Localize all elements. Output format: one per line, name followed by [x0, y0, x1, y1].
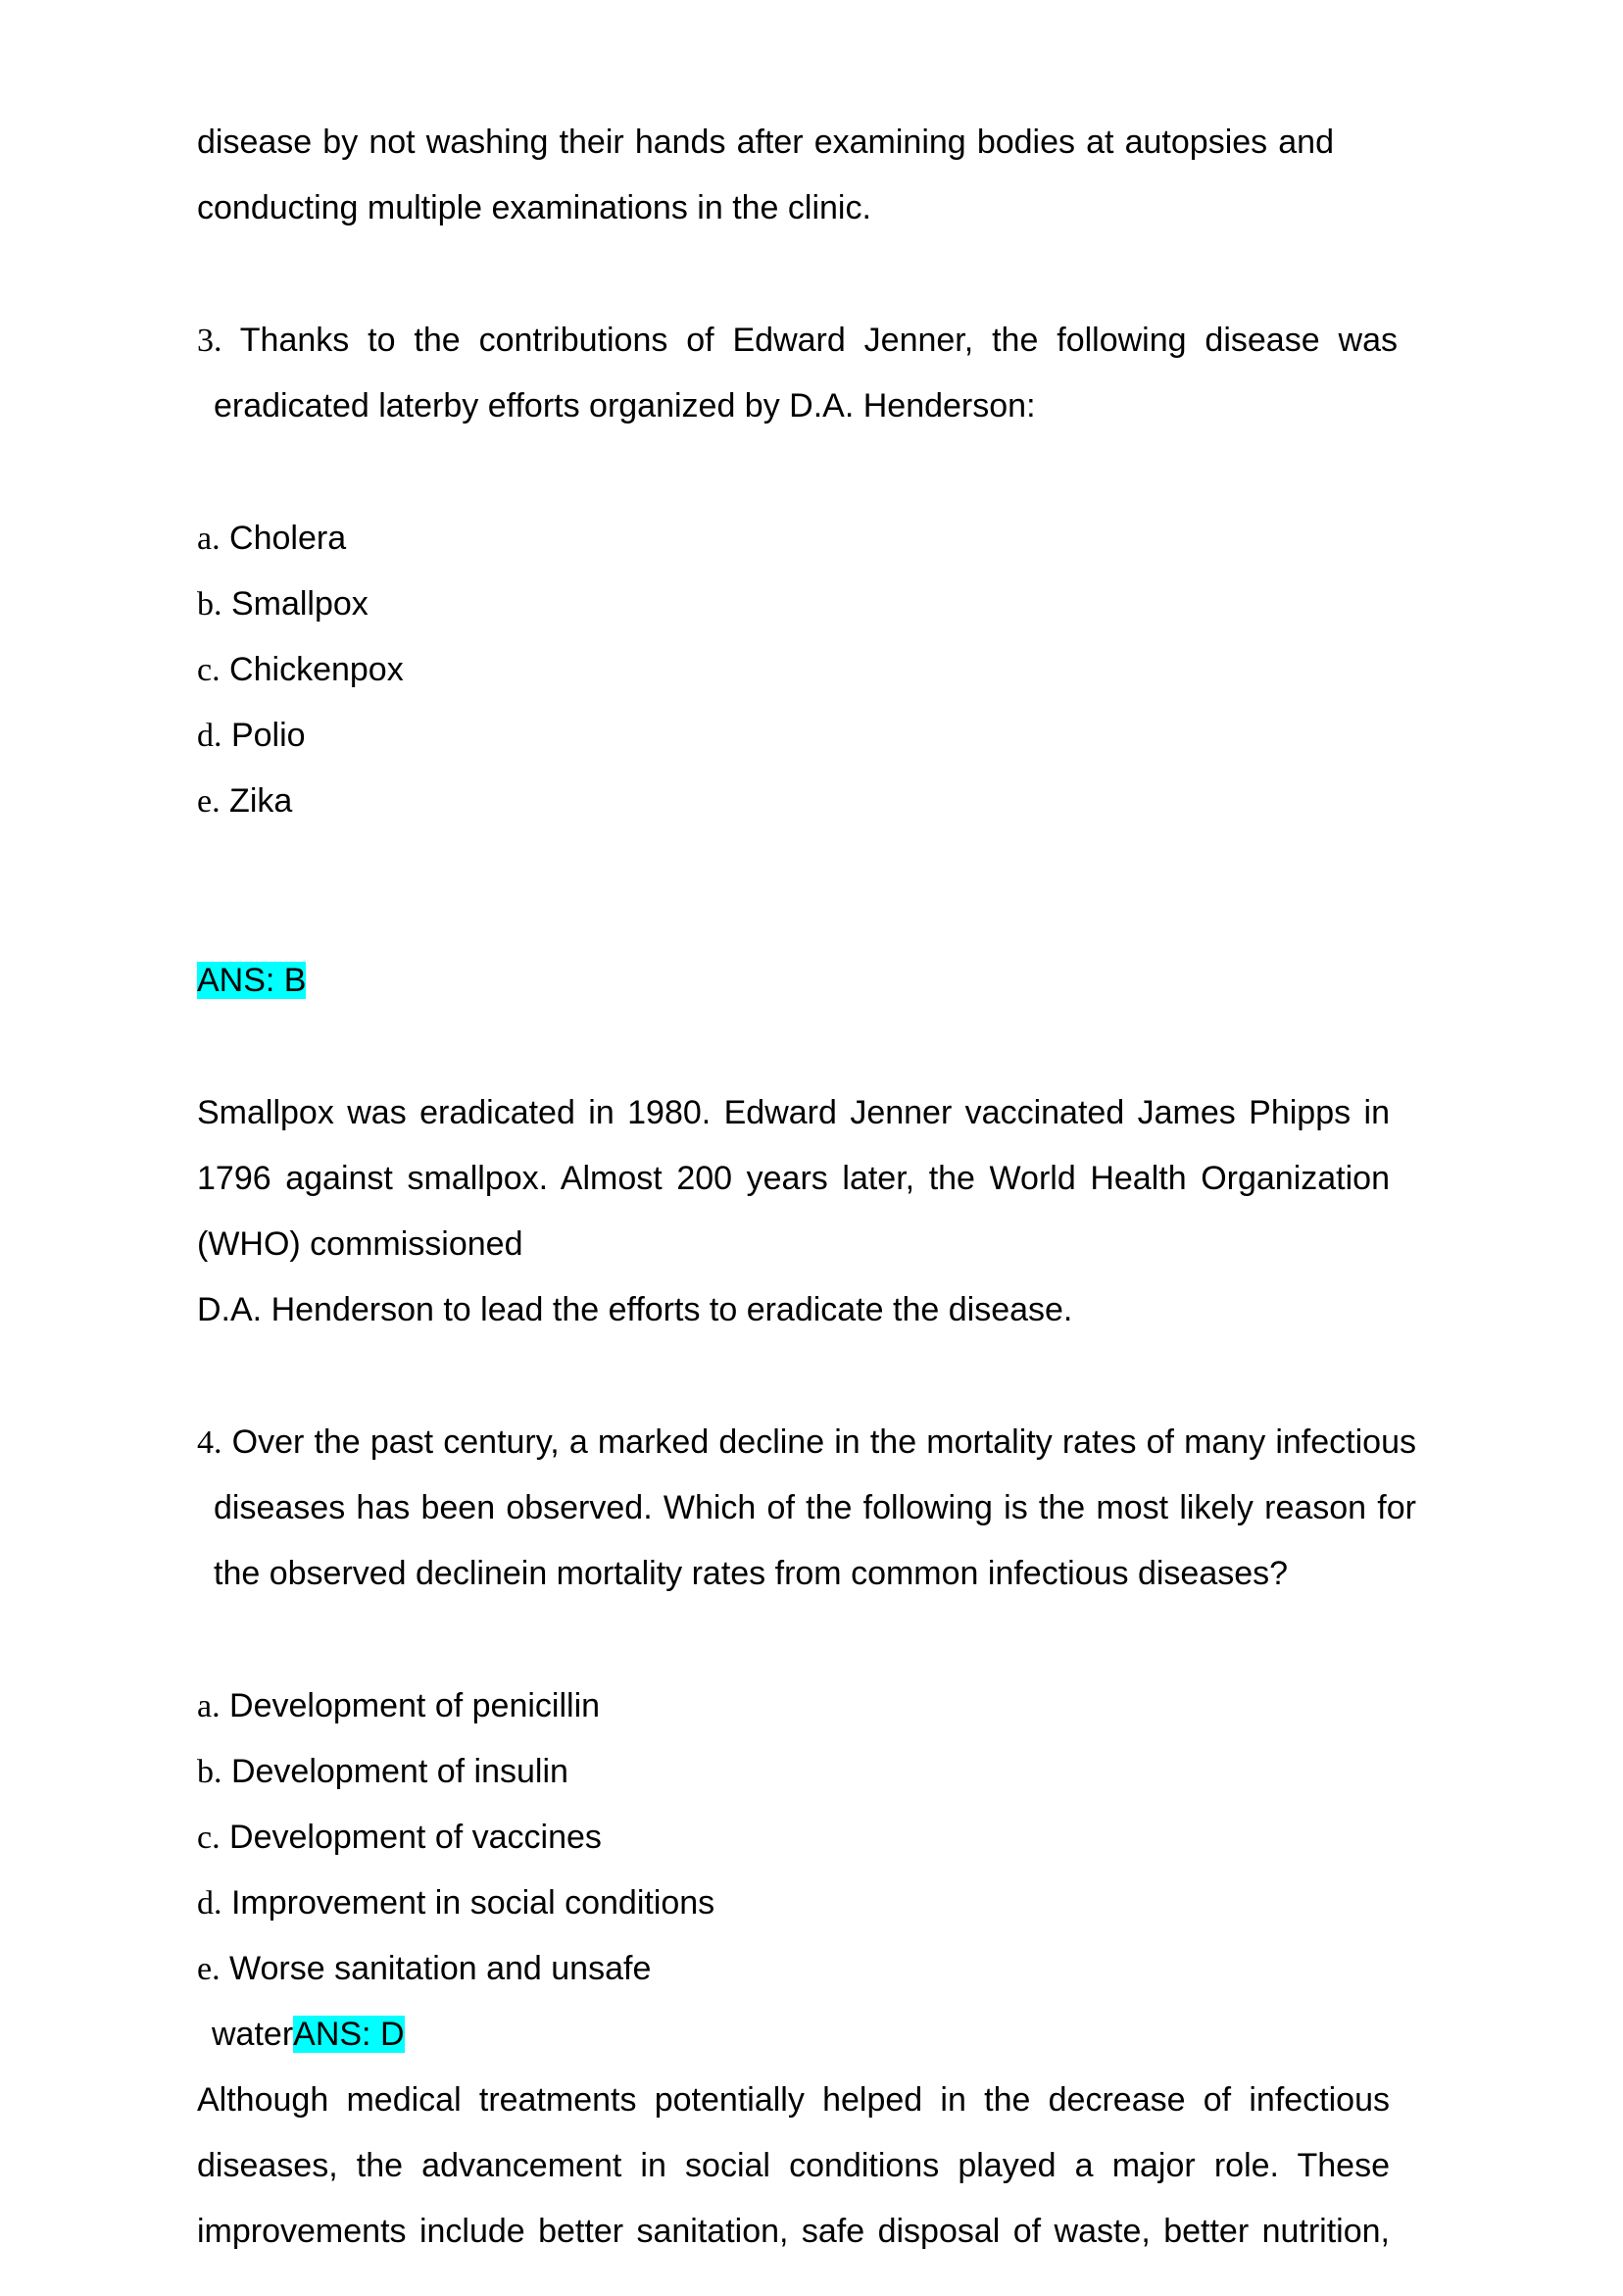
q3-stem-line-2: eradicated laterby efforts organized by D.A. Henderson:	[214, 387, 1036, 424]
q3-explanation-line-2: 1796 against smallpox. Almost 200 years later, the World Health Organization	[197, 1160, 1390, 1197]
q4-explanation-line-1: Although medical treatments potentially helped in the decrease of infectious	[197, 2081, 1390, 2119]
q4-option-d	[197, 1883, 714, 1923]
q4-stem-line-2: diseases has been observed. Which of the following is the most likely reason for	[214, 1489, 1416, 1526]
option-marker: c.	[197, 1820, 221, 1856]
q4-number: 4.	[197, 1424, 222, 1461]
option-text: Chickenpox	[229, 651, 404, 688]
q3-explanation-line-3: (WHO) commissioned	[197, 1225, 523, 1263]
option-text: Zika	[229, 782, 293, 820]
q4-explanation-line-2: diseases, the advancement in social conditions played a major role. These	[197, 2147, 1390, 2184]
q4-option-b	[197, 1752, 568, 1792]
q3-stem-text: Thanks to the contributions of Edward Jenner, the following disease was	[239, 322, 1398, 359]
q4-stem-text: Over the past century, a marked decline in the mortality rates of many infectious	[231, 1423, 1416, 1461]
option-text: Cholera	[229, 520, 347, 557]
intro-line-1: disease by not washing their hands after examining bodies at autopsies and	[197, 124, 1334, 161]
option-marker: d.	[197, 1885, 222, 1922]
q4-option-c	[197, 1818, 602, 1858]
option-marker: d.	[197, 718, 222, 754]
q4-option-e-continued	[212, 2015, 405, 2054]
option-text: Improvement in social conditions	[230, 1884, 715, 1922]
option-marker: b.	[197, 1754, 222, 1790]
intro-line-2: conducting multiple examinations in the clinic.	[197, 189, 871, 226]
option-marker: a.	[197, 1688, 221, 1724]
q3-answer	[197, 961, 306, 1000]
option-marker: b.	[197, 586, 222, 623]
option-marker: e.	[197, 783, 221, 820]
option-text: Development of penicillin	[229, 1687, 601, 1724]
q3-option-a	[197, 519, 346, 559]
q4-stem-line-3: the observed declinein mortality rates from common infectious diseases?	[214, 1555, 1289, 1592]
q4-explanation-line-3: improvements include better sanitation, safe disposal of waste, better nutrition,	[197, 2213, 1390, 2250]
q3-stem-line-1	[197, 321, 1398, 361]
q3-option-e	[197, 781, 292, 822]
answer-highlight: ANS: D	[293, 2016, 405, 2053]
q3-option-d	[197, 716, 306, 756]
q4-option-a	[197, 1686, 600, 1726]
option-text: Worse sanitation and unsafe	[229, 1950, 652, 1987]
option-text: Development of insulin	[230, 1753, 568, 1790]
option-marker: c.	[197, 652, 221, 688]
q3-option-b	[197, 584, 369, 624]
option-text: Polio	[230, 717, 306, 754]
q4-stem-line-1	[197, 1423, 1416, 1463]
option-marker: e.	[197, 1951, 221, 1987]
answer-highlight: ANS: B	[197, 962, 307, 999]
option-e-continuation: water	[212, 2016, 294, 2053]
q4-option-e	[197, 1949, 651, 1989]
q3-explanation-line-1: Smallpox was eradicated in 1980. Edward Jenner vaccinated James Phipps in	[197, 1094, 1390, 1131]
option-text: Development of vaccines	[229, 1819, 602, 1856]
q3-number: 3.	[197, 323, 222, 359]
option-marker: a.	[197, 521, 221, 557]
option-text: Smallpox	[230, 585, 369, 623]
q3-option-c	[197, 650, 404, 690]
q3-explanation-line-4: D.A. Henderson to lead the efforts to eradicate the disease.	[197, 1291, 1073, 1328]
